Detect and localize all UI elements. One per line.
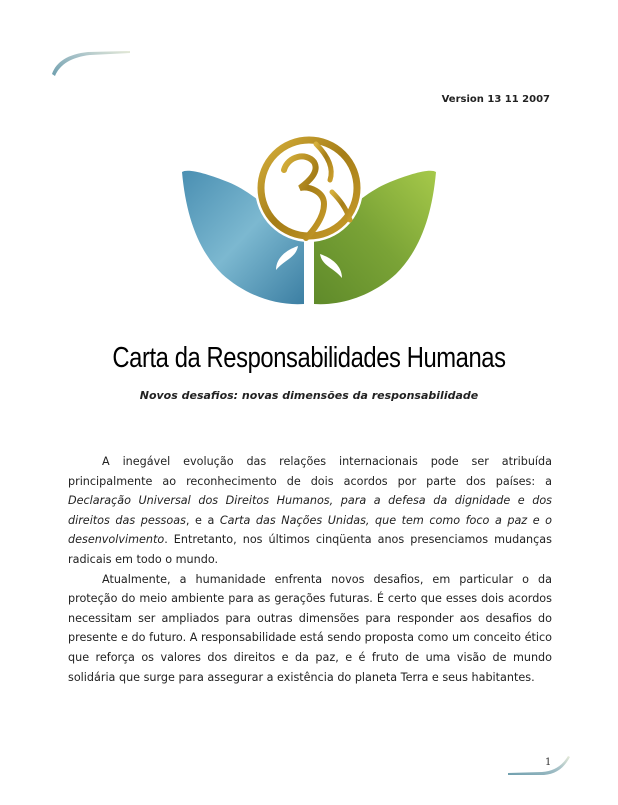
document-subtitle: Novos desafios: novas dimensões da responsabilidade: [139, 389, 479, 402]
p1-italic-charter: Carta das Nações Unidas, que tem como foco a paz e o desenvolvimento: [68, 513, 552, 547]
paragraph-1: [68, 452, 552, 570]
version-label: Version 13 11 2007: [441, 94, 550, 105]
page-number: 1: [545, 757, 552, 768]
footer-ornament-icon: [506, 752, 572, 778]
p1-italic-declaration: Declaração Universal dos Direitos Humanos, para a defesa da dignidade e dos direitos das pessoas: [68, 494, 552, 527]
p1-text-1: A inegável evolução das relações internacionais pode ser atribuída principalmente ao reconhecimento de dois acordos por parte dos países: a: [68, 455, 552, 488]
hands-globe-logo-icon: [178, 128, 440, 308]
p1-text-3: . Entretanto, nos últimos cinqüenta anos presenciamos mudanças radicais em todo o mundo.: [68, 533, 552, 566]
paragraph-2: Atualmente, a humanidade enfrenta novos desafios, em particular o da proteção do meio ambiente para as gerações futuras. É certo que esses dois acordos necessitam ser ampliados para outras dimensões para responder aos desafios do presente e do futuro. A responsabilidade está sendo proposta como um conceito ético que reforça os valores dos direitos e da paz, e é fruto de uma visão de mundo solidária que surge para assegurar a existência do planeta Terra e seus habitantes.: [68, 572, 552, 684]
document-title: Carta da Responsabilidades Humanas: [112, 342, 506, 374]
corner-ornament-icon: [48, 42, 138, 82]
body-text: [68, 452, 552, 687]
p1-text-2: , e a: [185, 513, 220, 527]
